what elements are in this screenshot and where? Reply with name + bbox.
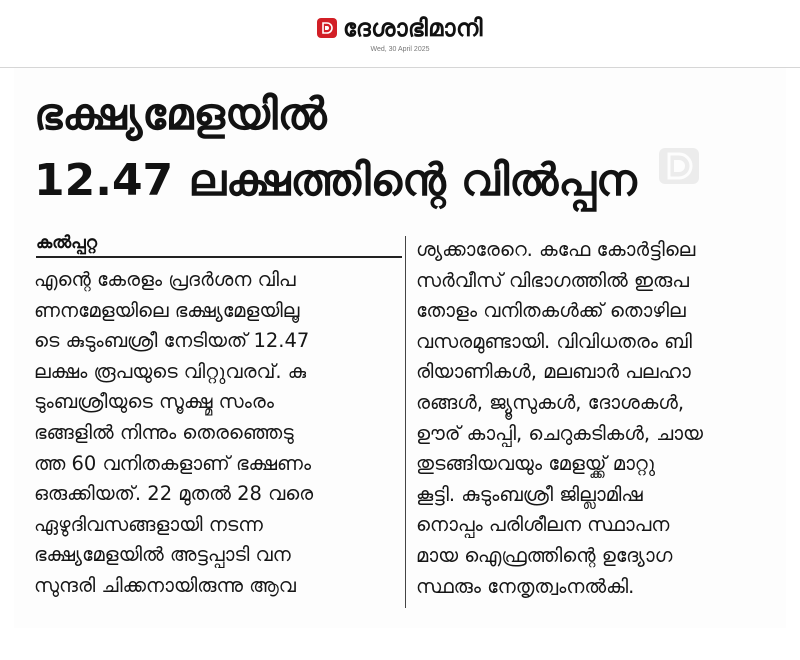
article-line: ണനമേളയിലെ ഭക്ഷ്യമേളയിലൂ bbox=[34, 298, 300, 322]
article-dateline: കൽപ്പറ്റ bbox=[36, 233, 98, 253]
article-line: ശ്യക്കാരേറെ. കഫേ കോർട്ടിലെ bbox=[416, 238, 696, 261]
article-line: ഭങ്ങളിൽ നിന്നും തെരഞ്ഞെടു bbox=[34, 420, 294, 444]
dateline-underline bbox=[36, 256, 402, 258]
watermark-logo-icon bbox=[657, 146, 701, 186]
article-line: സർവീസ് വിഭാഗത്തിൽ ഇരുപ bbox=[416, 268, 689, 292]
article-line: ലക്ഷം രൂപയുടെ വിറ്റുവരവ്. കു bbox=[34, 359, 307, 383]
edition-date: Wed, 30 April 2025 bbox=[370, 46, 430, 53]
article-line: വസരമുണ്ടായി. വിവിധതരം ബി bbox=[416, 329, 692, 353]
article-line: ടെ കുടുംബശ്രീ നേടിയത് 12.47 bbox=[34, 329, 310, 353]
article-line: സ്ഥരും നേതൃത്വംനൽകി. bbox=[416, 574, 635, 598]
article-line: ഒരുക്കിയത്. 22 മുതൽ 28 വരെ bbox=[34, 482, 314, 506]
headline-line-1: ഭക്ഷ്യമേളയിൽ bbox=[34, 89, 327, 140]
article-line: രിയാണികൾ, മലബാർ പലഹാ bbox=[416, 360, 691, 384]
article-line: മായ ഐഫ്രത്തിന്റെ ഉദ്യോഗ bbox=[416, 543, 673, 567]
article-line: നൊപ്പം പരിശീലന സ്ഥാപന bbox=[416, 513, 670, 537]
article-line: ത്ത 60 വനിതകളാണ് ഭക്ഷണം bbox=[34, 451, 312, 475]
article-column-left bbox=[34, 265, 313, 602]
article-line: എന്റെ കേരളം പ്രദർശന വിപ bbox=[34, 268, 296, 291]
column-divider bbox=[405, 236, 406, 608]
article-line: ടുംബശ്രീയുടെ സൂക്ഷ്മ സംരം bbox=[34, 390, 274, 414]
brand-logo[interactable] bbox=[0, 14, 800, 42]
article-line: രങ്ങൾ, ജ്യൂസുകൾ, ദോശകൾ, bbox=[416, 390, 685, 414]
article-line: കൂട്ടി. കുടുംബശ്രീ ജില്ലാമിഷ bbox=[416, 482, 643, 506]
article-line: തോളം വനിതകൾക്ക് തൊഴില bbox=[416, 299, 686, 323]
article-line: ഏഴുദിവസങ്ങളായി നടന്ന bbox=[34, 512, 263, 536]
masthead bbox=[0, 0, 800, 64]
headline-line-2: 12.47 ലക്ഷത്തിന്റെ വിൽപ്പന bbox=[34, 155, 637, 206]
article-line: ഭക്ഷ്യമേളയിൽ അട്ടപ്പാടി വന bbox=[34, 543, 291, 567]
article-line: സുന്ദരി ചിക്കനായിരുന്നു ആവ bbox=[34, 573, 296, 597]
article-line: തുടങ്ങിയവയും മേളയ്ക്ക് മാറ്റു bbox=[416, 452, 656, 476]
article-line: ഊര് കാപ്പി, ചെറുകടികൾ, ചായ bbox=[416, 421, 703, 445]
brand-name: ദേശാഭിമാനി bbox=[343, 14, 483, 42]
article-column-right bbox=[416, 235, 703, 602]
deshabhimani-logo-icon bbox=[317, 18, 337, 38]
